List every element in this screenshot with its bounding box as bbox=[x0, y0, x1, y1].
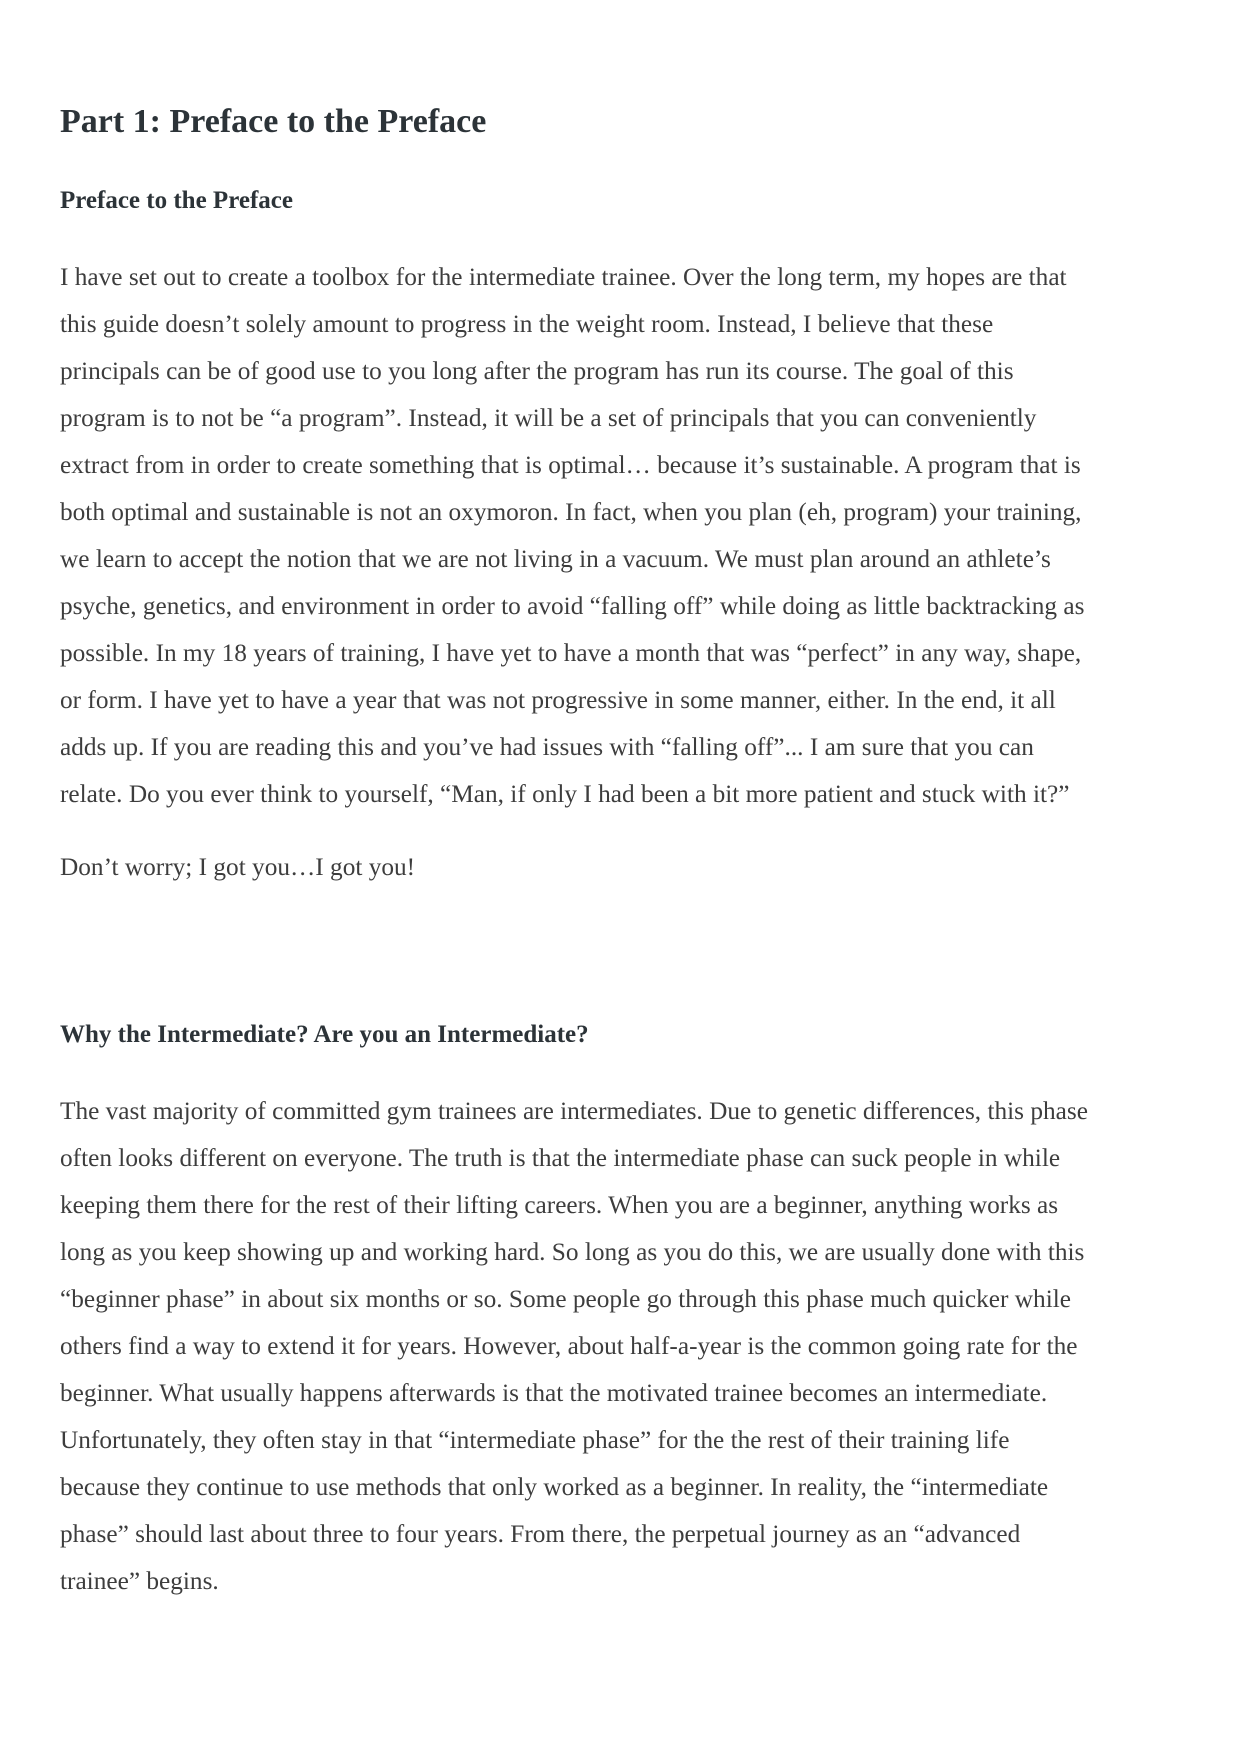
paragraph-line: relate. Do you ever think to yourself, “Man, if only I had been a bit more patient and stuck with it?” bbox=[60, 780, 1070, 808]
section-heading-preface: Preface to the Preface bbox=[60, 187, 293, 214]
paragraph-line: Don’t worry; I got you…I got you! bbox=[60, 853, 416, 881]
paragraph-line: often looks different on everyone. The truth is that the intermediate phase can suck people in while bbox=[60, 1144, 1061, 1172]
paragraph-line: possible. In my 18 years of training, I have yet to have a month that was “perfect” in any way, shape, bbox=[60, 639, 1082, 667]
paragraph-line: phase” should last about three to four years. From there, the perpetual journey as an “advanced bbox=[60, 1520, 1021, 1548]
paragraph-line: we learn to accept the notion that we are not living in a vacuum. We must plan around an athlete’s bbox=[60, 545, 1051, 573]
preface-paragraph bbox=[60, 254, 1190, 818]
paragraph-line: I have set out to create a toolbox for the intermediate trainee. Over the long term, my hopes are that bbox=[60, 263, 1067, 291]
paragraph-line: trainee” begins. bbox=[60, 1567, 219, 1595]
closing-remark-paragraph bbox=[60, 844, 1190, 891]
paragraph-line: beginner. What usually happens afterwards is that the motivated trainee becomes an intermediate. bbox=[60, 1379, 1048, 1407]
paragraph-line: principals can be of good use to you long after the program has run its course. The goal of this bbox=[60, 357, 1014, 385]
paragraph-line: or form. I have yet to have a year that was not progressive in some manner, either. In the end, it all bbox=[60, 686, 1056, 714]
paragraph-line: The vast majority of committed gym trainees are intermediates. Due to genetic differences, this phase bbox=[60, 1097, 1088, 1125]
paragraph-line: this guide doesn’t solely amount to progress in the weight room. Instead, I believe that these bbox=[60, 310, 994, 338]
page-title: Part 1: Preface to the Preface bbox=[60, 103, 487, 140]
paragraph-line: keeping them there for the rest of their lifting careers. When you are a beginner, anything works as bbox=[60, 1191, 1059, 1219]
section-heading-intermediate: Why the Intermediate? Are you an Intermediate? bbox=[60, 1021, 589, 1048]
paragraph-line: program is to not be “a program”. Instead, it will be a set of principals that you can conveniently bbox=[60, 404, 1037, 432]
paragraph-line: both optimal and sustainable is not an oxymoron. In fact, when you plan (eh, program) your training, bbox=[60, 498, 1082, 526]
paragraph-line: psyche, genetics, and environment in order to avoid “falling off” while doing as little backtracking as bbox=[60, 592, 1085, 620]
paragraph-line: others find a way to extend it for years. However, about half-a-year is the common going rate for the bbox=[60, 1332, 1078, 1360]
intermediate-paragraph bbox=[60, 1088, 1190, 1605]
paragraph-line: Unfortunately, they often stay in that “intermediate phase” for the the rest of their training life bbox=[60, 1426, 1010, 1454]
paragraph-line: because they continue to use methods that only worked as a beginner. In reality, the “intermediate bbox=[60, 1473, 1049, 1501]
paragraph-line: extract from in order to create something that is optimal… because it’s sustainable. A program that is bbox=[60, 451, 1081, 479]
paragraph-line: adds up. If you are reading this and you’ve had issues with “falling off”... I am sure that you can bbox=[60, 733, 1034, 761]
paragraph-line: long as you keep showing up and working hard. So long as you do this, we are usually done with this bbox=[60, 1238, 1085, 1266]
paragraph-line: “beginner phase” in about six months or so. Some people go through this phase much quicker while bbox=[60, 1285, 1071, 1313]
